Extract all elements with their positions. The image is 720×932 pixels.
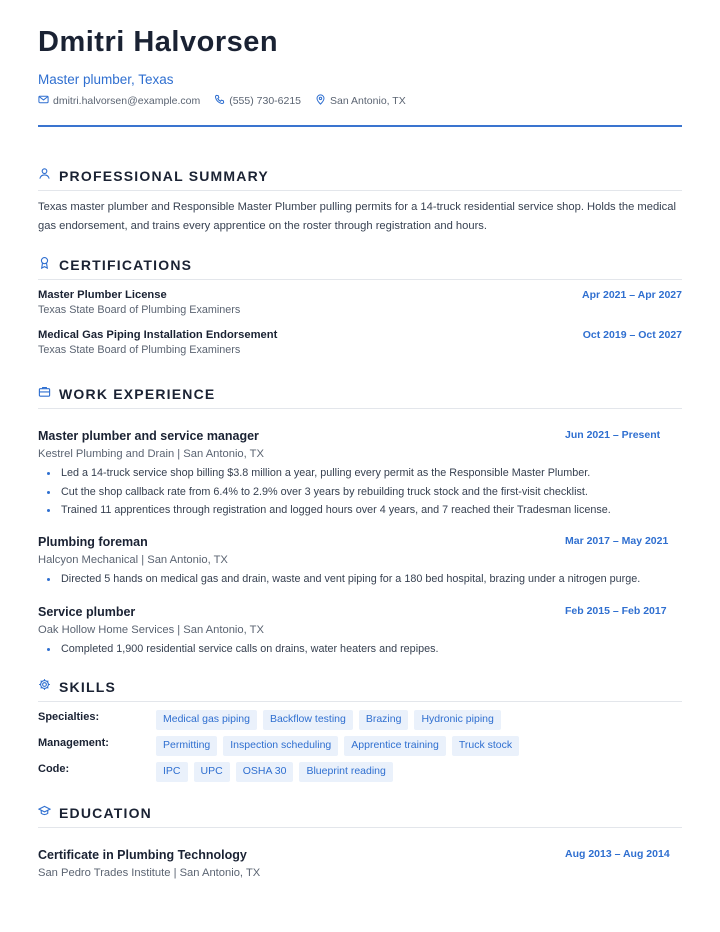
certification-issuer: Texas State Board of Plumbing Examiners — [38, 304, 241, 316]
skill-row — [38, 736, 682, 756]
skill-category: Specialties: — [38, 711, 100, 723]
map-pin-icon — [315, 94, 326, 108]
education-item — [38, 848, 682, 879]
skill-chips — [156, 762, 393, 782]
job-dates: Jun 2021 – Present — [565, 429, 661, 441]
experience-item — [38, 535, 682, 589]
section-header-skills — [38, 678, 682, 702]
section-header-experience — [38, 385, 682, 409]
header-divider — [38, 125, 682, 127]
skill-row — [38, 762, 682, 782]
skill-chips — [156, 710, 501, 730]
section-title-skills: SKILLS — [59, 679, 116, 695]
certification-item — [38, 329, 682, 356]
job-title: Master plumber and service manager — [38, 429, 259, 443]
contact-location — [315, 94, 406, 108]
phone-icon — [214, 94, 225, 108]
job-bullets — [38, 464, 682, 520]
experience-item — [38, 605, 682, 659]
email-text: dmitri.halvorsen@example.com — [53, 95, 201, 107]
section-title-experience: WORK EXPERIENCE — [59, 386, 216, 402]
skill-chip: IPC — [156, 762, 188, 782]
education-school: San Pedro Trades Institute | San Antonio, TX — [38, 867, 261, 879]
location-text: San Antonio, TX — [330, 95, 406, 107]
graduation-cap-icon — [38, 804, 51, 822]
job-bullets — [38, 570, 682, 589]
skill-chip: Brazing — [359, 710, 409, 730]
skill-chip: OSHA 30 — [236, 762, 294, 782]
certification-issuer: Texas State Board of Plumbing Examiners — [38, 344, 241, 356]
person-icon — [38, 167, 51, 185]
experience-item — [38, 429, 682, 520]
job-employer: Oak Hollow Home Services | San Antonio, TX — [38, 624, 264, 636]
certification-dates: Oct 2019 – Oct 2027 — [582, 329, 682, 341]
skill-chip: UPC — [194, 762, 230, 782]
contact-email[interactable] — [38, 94, 200, 108]
job-dates: Mar 2017 – May 2021 — [565, 535, 669, 547]
gear-icon — [38, 678, 51, 696]
section-header-summary — [38, 167, 682, 191]
mail-icon — [38, 94, 49, 108]
section-title-education: EDUCATION — [59, 805, 152, 821]
skill-chip: Truck stock — [452, 736, 519, 756]
certification-dates: Apr 2021 – Apr 2027 — [581, 289, 682, 301]
contact-bar — [38, 94, 406, 108]
education-dates: Aug 2013 – Aug 2014 — [565, 848, 670, 860]
job-bullet: Completed 1,900 residential service calls on drains, water heaters and repipes. — [38, 640, 682, 659]
skill-chip: Medical gas piping — [156, 710, 257, 730]
job-dates: Feb 2015 – Feb 2017 — [565, 605, 667, 617]
skill-chips — [156, 736, 519, 756]
candidate-name: Dmitri Halvorsen — [38, 26, 279, 58]
certification-item — [38, 289, 682, 316]
job-employer: Halcyon Mechanical | San Antonio, TX — [38, 554, 228, 566]
job-title: Service plumber — [38, 605, 136, 619]
job-bullet: Led a 14-truck service shop billing $3.8 million a year, pulling every permit as the Responsible Master Plumber. — [38, 464, 682, 483]
job-bullet: Cut the shop callback rate from 6.4% to 2.9% over 3 years by rebuilding truck stock and the first-visit checklist. — [38, 483, 682, 502]
job-title: Plumbing foreman — [38, 535, 148, 549]
certification-name: Master Plumber License — [38, 289, 167, 301]
skill-row — [38, 710, 682, 730]
section-title-summary: PROFESSIONAL SUMMARY — [59, 168, 269, 184]
candidate-headline: Master plumber, Texas — [38, 72, 174, 87]
briefcase-icon — [38, 385, 51, 403]
education-title: Certificate in Plumbing Technology — [38, 848, 247, 862]
section-title-certifications: CERTIFICATIONS — [59, 257, 193, 273]
job-bullet: Directed 5 hands on medical gas and drain, waste and vent piping for a 180 bed hospital, brazing under a nitrogen purge. — [38, 570, 682, 589]
job-bullets — [38, 640, 682, 659]
certification-name: Medical Gas Piping Installation Endorsement — [38, 329, 278, 341]
job-bullet: Trained 11 apprentices through registration and logged hours over 4 years, and 7 reached their Tradesman license. — [38, 501, 682, 520]
skill-chip: Hydronic piping — [414, 710, 500, 730]
job-employer: Kestrel Plumbing and Drain | San Antonio, TX — [38, 448, 264, 460]
skill-chip: Permitting — [156, 736, 217, 756]
award-icon — [38, 256, 51, 274]
summary-text: Texas master plumber and Responsible Master Plumber pulling permits for a 14-truck residential service shop. Holds the medical gas endorsement, and trains every apprentice on the roster through registration and hours. — [38, 201, 676, 232]
skill-chip: Apprentice training — [344, 736, 446, 756]
skill-category: Code: — [38, 763, 70, 775]
skill-chip: Blueprint reading — [299, 762, 392, 782]
skill-chip: Backflow testing — [263, 710, 353, 730]
skill-chip: Inspection scheduling — [223, 736, 338, 756]
skill-category: Management: — [38, 737, 109, 749]
section-header-certifications — [38, 256, 682, 280]
section-header-education — [38, 804, 682, 828]
phone-text: (555) 730-6215 — [229, 95, 302, 107]
contact-phone[interactable] — [214, 94, 301, 108]
